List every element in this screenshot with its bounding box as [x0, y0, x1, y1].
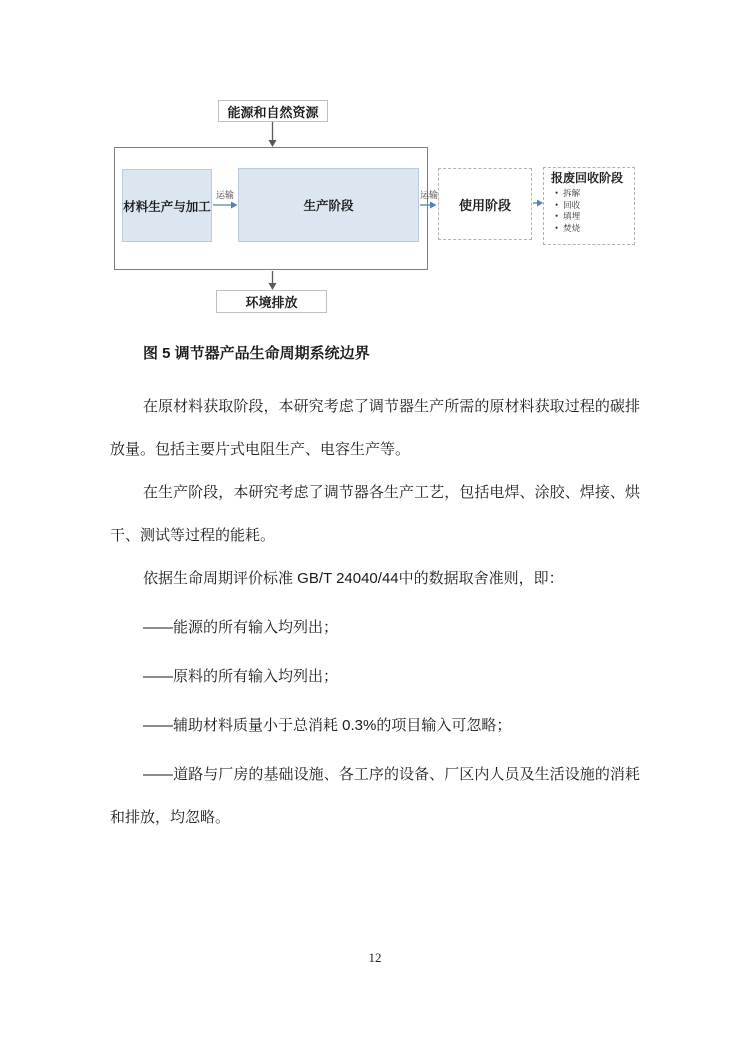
- page-number: 12: [368, 950, 382, 965]
- transport-label: 运输: [419, 190, 438, 200]
- recycle-item: • 回收: [555, 200, 630, 212]
- arrowhead-icon: [430, 202, 437, 209]
- diagram-node-use: 使用阶段: [438, 168, 532, 240]
- figure-caption: 图 5 调节器产品生命周期系统边界: [143, 345, 370, 362]
- arrowhead-icon: [537, 200, 543, 207]
- recycle-item: • 填埋: [555, 211, 630, 223]
- body-paragraph: 在原材料获取阶段，本研究考虑了调节器生产所需的原材料获取过程的碳排放量。包括主要片式电阻生产、电容生产等。: [110, 398, 640, 458]
- dash-list-item: ——辅助材料质量小于总消耗 0.3%的项目输入可忽略；: [143, 717, 512, 734]
- diagram-node-energy: 能源和自然资源: [218, 100, 328, 122]
- arrowhead-icon: [269, 140, 277, 147]
- recycle-title: 报废回收阶段: [551, 171, 624, 185]
- arrowhead-icon: [231, 202, 238, 209]
- diagram-arrows: [0, 0, 750, 330]
- lifecycle-diagram: [0, 0, 750, 330]
- diagram-node-production: 生产阶段: [238, 168, 419, 242]
- dash-list-item: ——原料的所有输入均列出；: [143, 668, 339, 685]
- dash-list-item: ——能源的所有输入均列出；: [143, 619, 339, 636]
- recycle-item: • 拆解: [555, 188, 630, 200]
- diagram-node-emission: 环境排放: [216, 290, 327, 313]
- recycle-item: • 焚烧: [555, 223, 630, 235]
- body-paragraph: 依据生命周期评价标准 GB/T 24040/44中的数据取舍准则，即：: [143, 570, 564, 587]
- dash-list-item: ——道路与厂房的基础设施、各工序的设备、厂区内人员及生活设施的消耗和排放，均忽略。: [110, 766, 640, 826]
- arrowhead-icon: [269, 283, 277, 290]
- transport-label: 运输: [215, 190, 234, 200]
- body-paragraph: 在生产阶段，本研究考虑了调节器各生产工艺，包括电焊、涂胶、焊接、烘干、测试等过程的能耗。: [110, 484, 640, 544]
- body-text: [110, 332, 640, 839]
- diagram-node-material: 材料生产与加工: [122, 169, 212, 242]
